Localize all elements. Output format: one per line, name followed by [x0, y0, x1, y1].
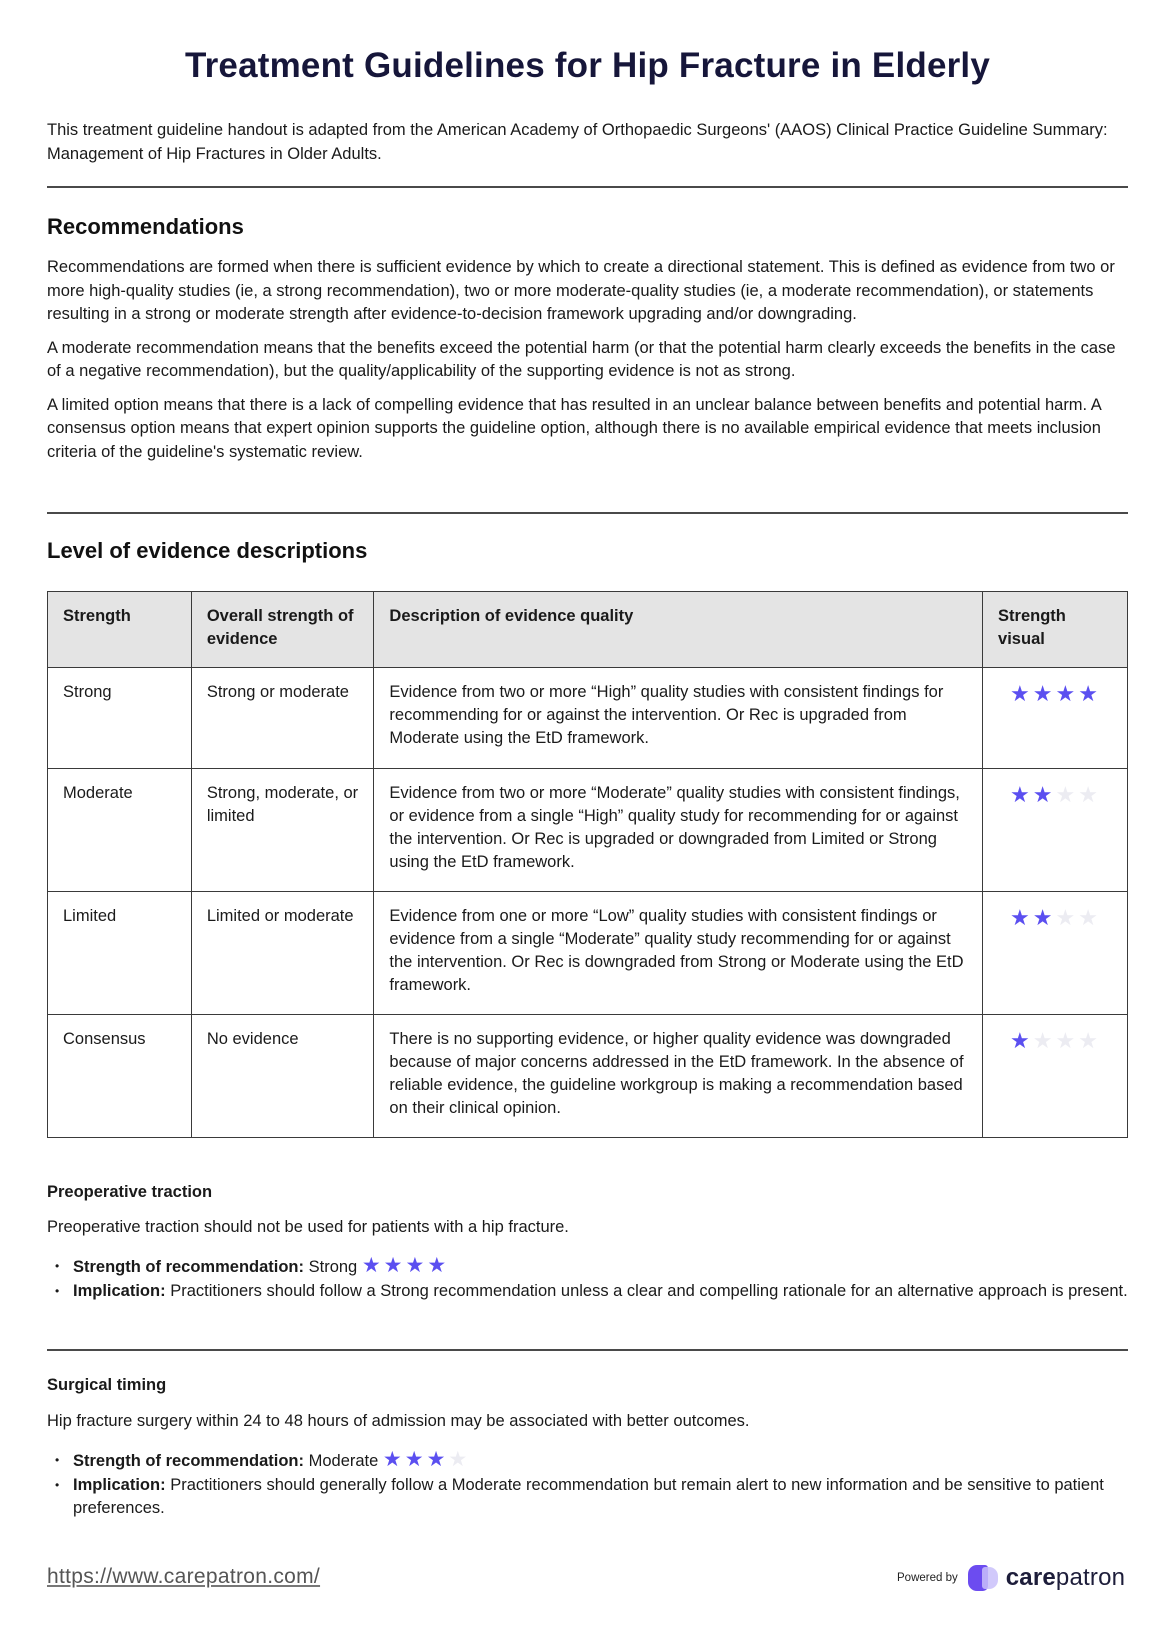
- column-header-description: Description of evidence quality: [374, 592, 983, 668]
- overall-cell: Strong, moderate, or limited: [191, 769, 374, 892]
- evidence-heading: Level of evidence descriptions: [47, 538, 368, 563]
- overall-cell: Limited or moderate: [191, 892, 374, 1015]
- visual-cell: [983, 892, 1128, 1015]
- implication-label: Implication:: [73, 1281, 166, 1300]
- star-filled-icon: ★: [1010, 905, 1030, 930]
- star-rating: [1010, 683, 1098, 705]
- table-row: [48, 892, 1128, 1015]
- table-row: [48, 668, 1128, 769]
- star-filled-icon: ★: [1010, 1028, 1030, 1053]
- preoperative-traction-heading: Preoperative traction: [47, 1183, 213, 1201]
- star-filled-icon: ★: [1055, 681, 1076, 706]
- recommendations-paragraph: A limited option means that there is a lack of compelling evidence that has resulted in an unclear balance between benefits and potential harm. A consensus option means that expert opinion supports the guideline option, although there is no available empirical evidence that meets inclusion criteria of the guideline's systematic review.: [47, 395, 1101, 461]
- section-divider: [47, 512, 1128, 514]
- implication-bullet: [73, 1474, 1154, 1521]
- powered-by-label: Powered by: [897, 1572, 958, 1584]
- implication-text: Practitioners should generally follow a Moderate recommendation but remain alert to new information and be sensitive to patient preferences.: [73, 1475, 1104, 1517]
- strength-bullet: [73, 1255, 1154, 1280]
- star-filled-icon: ★: [427, 1254, 447, 1277]
- strength-label: Strength of recommendation:: [73, 1452, 305, 1470]
- star-rating: [362, 1255, 446, 1277]
- description-cell: Evidence from one or more “Low” quality studies with consistent findings or evidence from a single “Moderate” quality study recommending for or against the intervention. Or Rec is downgraded from Strong or Moderate using the EtD framework.: [374, 892, 983, 1015]
- star-filled-icon: ★: [1032, 681, 1053, 706]
- page-title: Treatment Guidelines for Hip Fracture in Elderly: [184, 46, 991, 85]
- surgical-timing-heading: Surgical timing: [47, 1376, 167, 1394]
- star-empty-icon: ★: [1032, 1028, 1053, 1053]
- strength-cell: Consensus: [48, 1015, 192, 1138]
- star-empty-icon: ★: [1055, 905, 1076, 930]
- visual-cell: [983, 769, 1128, 892]
- description-cell: There is no supporting evidence, or higher quality evidence was downgraded because of major concerns addressed in the EtD framework. In the absence of reliable evidence, the guideline workgroup is making a recommendation based on their clinical opinion.: [374, 1015, 983, 1138]
- section-divider: [47, 1349, 1128, 1351]
- carepatron-website-link[interactable]: https://www.carepatron.com/: [47, 1565, 321, 1588]
- recommendations-paragraph: Recommendations are formed when there is sufficient evidence by which to create a directional statement. This is defined as evidence from two or more high-quality studies (ie, a strong recommendation), two or more moderate-quality studies (ie, a moderate recommendation), or statements resulting in a strong or moderate strength after evidence-to-decision framework upgrading and/or downgrading.: [47, 258, 1115, 323]
- star-empty-icon: ★: [448, 1448, 468, 1471]
- implication-bullet: [73, 1280, 1154, 1304]
- strength-label: Strength of recommendation:: [73, 1258, 305, 1276]
- recommendations-body: [47, 256, 1128, 474]
- star-empty-icon: ★: [1078, 782, 1098, 807]
- table-row: [48, 769, 1128, 892]
- powered-by-carepatron: [897, 1563, 1125, 1593]
- visual-cell: [983, 668, 1128, 769]
- implication-label: Implication:: [73, 1475, 166, 1494]
- description-cell: Evidence from two or more “Moderate” quality studies with consistent findings, or evidence from a single “High” quality study for recommending for or against the intervention. Or Rec is upgraded or downgraded from Limited or Strong using the EtD framework.: [374, 769, 983, 892]
- surgical-timing-details: [47, 1449, 1154, 1521]
- strength-cell: Limited: [48, 892, 192, 1015]
- strength-bullet: [73, 1449, 1154, 1474]
- star-filled-icon: ★: [405, 1254, 425, 1277]
- carepatron-wordmark: [1006, 1564, 1125, 1592]
- star-filled-icon: ★: [404, 1448, 424, 1471]
- preoperative-traction-statement: Preoperative traction should not be used for patients with a hip fracture.: [47, 1218, 569, 1236]
- section-divider: [47, 186, 1128, 188]
- overall-cell: Strong or moderate: [191, 668, 374, 769]
- star-filled-icon: ★: [1032, 905, 1053, 930]
- star-empty-icon: ★: [1055, 1028, 1076, 1053]
- star-filled-icon: ★: [1078, 681, 1098, 706]
- table-row: [48, 1015, 1128, 1138]
- strength-cell: Moderate: [48, 769, 192, 892]
- recommendations-heading: Recommendations: [47, 214, 244, 239]
- star-rating: [1010, 784, 1098, 806]
- column-header-overall: Overall strength of evidence: [191, 592, 374, 668]
- strength-value: Strong: [308, 1258, 358, 1276]
- column-header-visual: Strength visual: [983, 592, 1128, 668]
- preoperative-traction-details: [47, 1255, 1154, 1303]
- brand-rest-part: patron: [1055, 1564, 1126, 1591]
- star-filled-icon: ★: [383, 1254, 403, 1277]
- brand-bold-part: care: [1005, 1564, 1056, 1591]
- table-header-row: [48, 592, 1128, 668]
- visual-cell: [983, 1015, 1128, 1138]
- star-empty-icon: ★: [1055, 782, 1076, 807]
- star-filled-icon: ★: [361, 1254, 381, 1277]
- star-filled-icon: ★: [382, 1448, 402, 1471]
- star-rating: [1010, 1030, 1098, 1052]
- star-filled-icon: ★: [1010, 681, 1030, 706]
- evidence-table: [47, 591, 1128, 1138]
- column-header-strength: Strength: [48, 592, 192, 668]
- recommendations-paragraph: A moderate recommendation means that the benefits exceed the potential harm (or that the potential harm clearly exceeds the benefits in the case of a negative recommendation), but the quality/applicability of the supporting evidence is not as strong.: [47, 338, 1116, 380]
- star-empty-icon: ★: [1078, 1028, 1098, 1053]
- strength-value: Moderate: [308, 1452, 379, 1470]
- implication-text: Practitioners should follow a Strong recommendation unless a clear and compelling rationale for an alternative approach is present.: [170, 1281, 1128, 1300]
- star-rating: [383, 1449, 467, 1471]
- carepatron-logo-icon: [968, 1563, 998, 1593]
- surgical-timing-statement: Hip fracture surgery within 24 to 48 hours of admission may be associated with better outcomes.: [47, 1412, 750, 1430]
- intro-paragraph: This treatment guideline handout is adapted from the American Academy of Orthopaedic Surgeons' (AAOS) Clinical Practice Guideline Summary: Management of Hip Fractures in Older Adults.: [47, 121, 1108, 163]
- star-filled-icon: ★: [1010, 782, 1030, 807]
- overall-cell: No evidence: [191, 1015, 374, 1138]
- strength-cell: Strong: [48, 668, 192, 769]
- star-empty-icon: ★: [1078, 905, 1098, 930]
- star-filled-icon: ★: [1032, 782, 1053, 807]
- star-rating: [1010, 907, 1098, 929]
- star-filled-icon: ★: [426, 1448, 446, 1471]
- description-cell: Evidence from two or more “High” quality studies with consistent findings for recommending for or against the intervention. Or Rec is upgraded from Moderate using the EtD framework.: [374, 668, 983, 769]
